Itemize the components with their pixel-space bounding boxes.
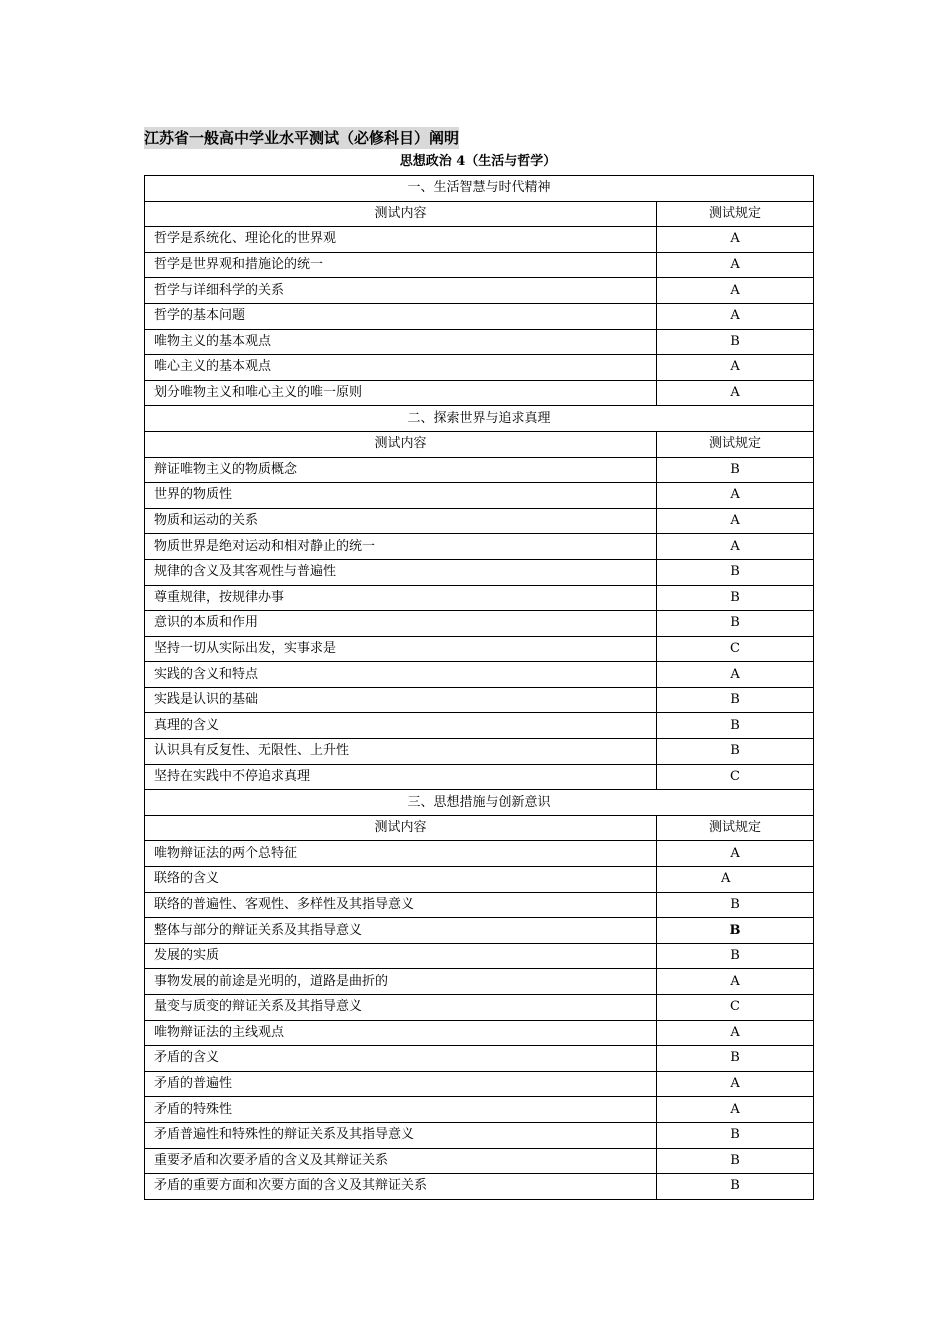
column-header-level: 测试规定 xyxy=(657,431,814,457)
content-cell: 矛盾的含义 xyxy=(145,1046,657,1072)
level-cell: A xyxy=(657,355,814,381)
table-row xyxy=(145,739,814,765)
content-cell: 世界的物质性 xyxy=(145,483,657,509)
level-cell: A xyxy=(657,252,814,278)
level-cell: B xyxy=(657,1174,814,1200)
table-row xyxy=(145,1148,814,1174)
content-cell: 辩证唯物主义的物质概念 xyxy=(145,457,657,483)
table-row xyxy=(145,943,814,969)
section-heading: 三、思想措施与创新意识 xyxy=(145,790,814,816)
level-cell: A xyxy=(657,662,814,688)
table-row xyxy=(145,713,814,739)
level-cell: A xyxy=(657,1071,814,1097)
content-cell: 划分唯物主义和唯心主义的唯一原则 xyxy=(145,380,657,406)
table-row xyxy=(145,380,814,406)
level-cell: C xyxy=(657,636,814,662)
section-heading: 二、探索世界与追求真理 xyxy=(145,406,814,432)
table-row xyxy=(145,534,814,560)
column-header-row xyxy=(145,815,814,841)
section-heading-row xyxy=(145,176,814,202)
table-row xyxy=(145,995,814,1021)
level-cell: B xyxy=(657,457,814,483)
section-heading-row xyxy=(145,406,814,432)
level-cell: A xyxy=(657,380,814,406)
level-cell: A xyxy=(657,534,814,560)
content-cell: 尊重规律，按规律办事 xyxy=(145,585,657,611)
content-cell: 矛盾的普遍性 xyxy=(145,1071,657,1097)
content-cell: 唯物辩证法的主线观点 xyxy=(145,1020,657,1046)
column-header-level: 测试规定 xyxy=(657,201,814,227)
level-cell: B xyxy=(657,739,814,765)
content-cell: 实践是认识的基础 xyxy=(145,687,657,713)
table-row xyxy=(145,278,814,304)
content-cell: 整体与部分的辩证关系及其指导意义 xyxy=(145,918,657,944)
content-cell: 规律的含义及其客观性与普遍性 xyxy=(145,559,657,585)
content-cell: 认识具有反复性、无限性、上升性 xyxy=(145,739,657,765)
table-row xyxy=(145,918,814,944)
requirements-table xyxy=(144,175,814,1200)
level-cell: B xyxy=(657,585,814,611)
level-cell: A xyxy=(657,483,814,509)
level-cell: A xyxy=(657,867,814,893)
table-row xyxy=(145,611,814,637)
table-row xyxy=(145,764,814,790)
content-cell: 事物发展的前途是光明的，道路是曲折的 xyxy=(145,969,657,995)
content-cell: 哲学与详细科学的关系 xyxy=(145,278,657,304)
content-cell: 物质和运动的关系 xyxy=(145,508,657,534)
table-row xyxy=(145,227,814,253)
level-cell: A xyxy=(657,841,814,867)
content-cell: 联络的普遍性、客观性、多样性及其指导意义 xyxy=(145,892,657,918)
level-cell: A xyxy=(657,1020,814,1046)
content-cell: 量变与质变的辩证关系及其指导意义 xyxy=(145,995,657,1021)
content-cell: 唯物主义的基本观点 xyxy=(145,329,657,355)
column-header-content: 测试内容 xyxy=(145,815,657,841)
table-row xyxy=(145,457,814,483)
level-cell: A xyxy=(657,303,814,329)
table-row xyxy=(145,662,814,688)
level-cell: B xyxy=(657,611,814,637)
table-row xyxy=(145,329,814,355)
table-row xyxy=(145,1046,814,1072)
level-cell: B xyxy=(657,687,814,713)
content-cell: 重要矛盾和次要矛盾的含义及其辩证关系 xyxy=(145,1148,657,1174)
level-cell: A xyxy=(657,969,814,995)
content-cell: 坚持在实践中不停追求真理 xyxy=(145,764,657,790)
content-cell: 坚持一切从实际出发，实事求是 xyxy=(145,636,657,662)
table-row xyxy=(145,1071,814,1097)
level-cell: B xyxy=(657,1046,814,1072)
content-cell: 矛盾普遍性和特殊性的辩证关系及其指导意义 xyxy=(145,1122,657,1148)
table-row xyxy=(145,559,814,585)
content-cell: 物质世界是绝对运动和相对静止的统一 xyxy=(145,534,657,560)
table-row xyxy=(145,867,814,893)
content-cell: 真理的含义 xyxy=(145,713,657,739)
content-cell: 唯心主义的基本观点 xyxy=(145,355,657,381)
content-cell: 实践的含义和特点 xyxy=(145,662,657,688)
content-cell: 矛盾的特殊性 xyxy=(145,1097,657,1123)
level-cell: B xyxy=(657,1148,814,1174)
document-title: 江苏省一般高中学业水平测试（必修科目）阐明 xyxy=(144,129,460,147)
level-cell: B xyxy=(657,918,814,944)
section-heading-row xyxy=(145,790,814,816)
level-cell: B xyxy=(657,1122,814,1148)
content-cell: 唯物辩证法的两个总特征 xyxy=(145,841,657,867)
table-row xyxy=(145,508,814,534)
column-header-level: 测试规定 xyxy=(657,815,814,841)
table-row xyxy=(145,252,814,278)
column-header-content: 测试内容 xyxy=(145,431,657,457)
content-cell: 矛盾的重要方面和次要方面的含义及其辩证关系 xyxy=(145,1174,657,1200)
table-row xyxy=(145,841,814,867)
table-row xyxy=(145,355,814,381)
content-cell: 哲学的基本问题 xyxy=(145,303,657,329)
content-cell: 哲学是系统化、理论化的世界观 xyxy=(145,227,657,253)
table-row xyxy=(145,483,814,509)
section-heading: 一、生活智慧与时代精神 xyxy=(145,176,814,202)
level-cell: B xyxy=(657,892,814,918)
document-subtitle: 思想政治 4（生活与哲学） xyxy=(399,154,557,169)
table-row xyxy=(145,892,814,918)
level-cell: A xyxy=(657,508,814,534)
content-cell: 哲学是世界观和措施论的统一 xyxy=(145,252,657,278)
column-header-content: 测试内容 xyxy=(145,201,657,227)
level-cell: B xyxy=(657,943,814,969)
level-cell: A xyxy=(657,227,814,253)
level-cell: B xyxy=(657,329,814,355)
level-cell: C xyxy=(657,764,814,790)
table-row xyxy=(145,1020,814,1046)
table-row xyxy=(145,1097,814,1123)
level-cell: B xyxy=(657,559,814,585)
level-cell: A xyxy=(657,278,814,304)
table-row xyxy=(145,636,814,662)
content-cell: 联络的含义 xyxy=(145,867,657,893)
table-row xyxy=(145,1174,814,1200)
table-row xyxy=(145,1122,814,1148)
level-cell: C xyxy=(657,995,814,1021)
table-row xyxy=(145,969,814,995)
table-row xyxy=(145,585,814,611)
table-row xyxy=(145,687,814,713)
level-cell: A xyxy=(657,1097,814,1123)
column-header-row xyxy=(145,431,814,457)
content-cell: 意识的本质和作用 xyxy=(145,611,657,637)
requirements-table-body xyxy=(145,176,814,1200)
column-header-row xyxy=(145,201,814,227)
table-row xyxy=(145,303,814,329)
level-cell: B xyxy=(657,713,814,739)
content-cell: 发展的实质 xyxy=(145,943,657,969)
